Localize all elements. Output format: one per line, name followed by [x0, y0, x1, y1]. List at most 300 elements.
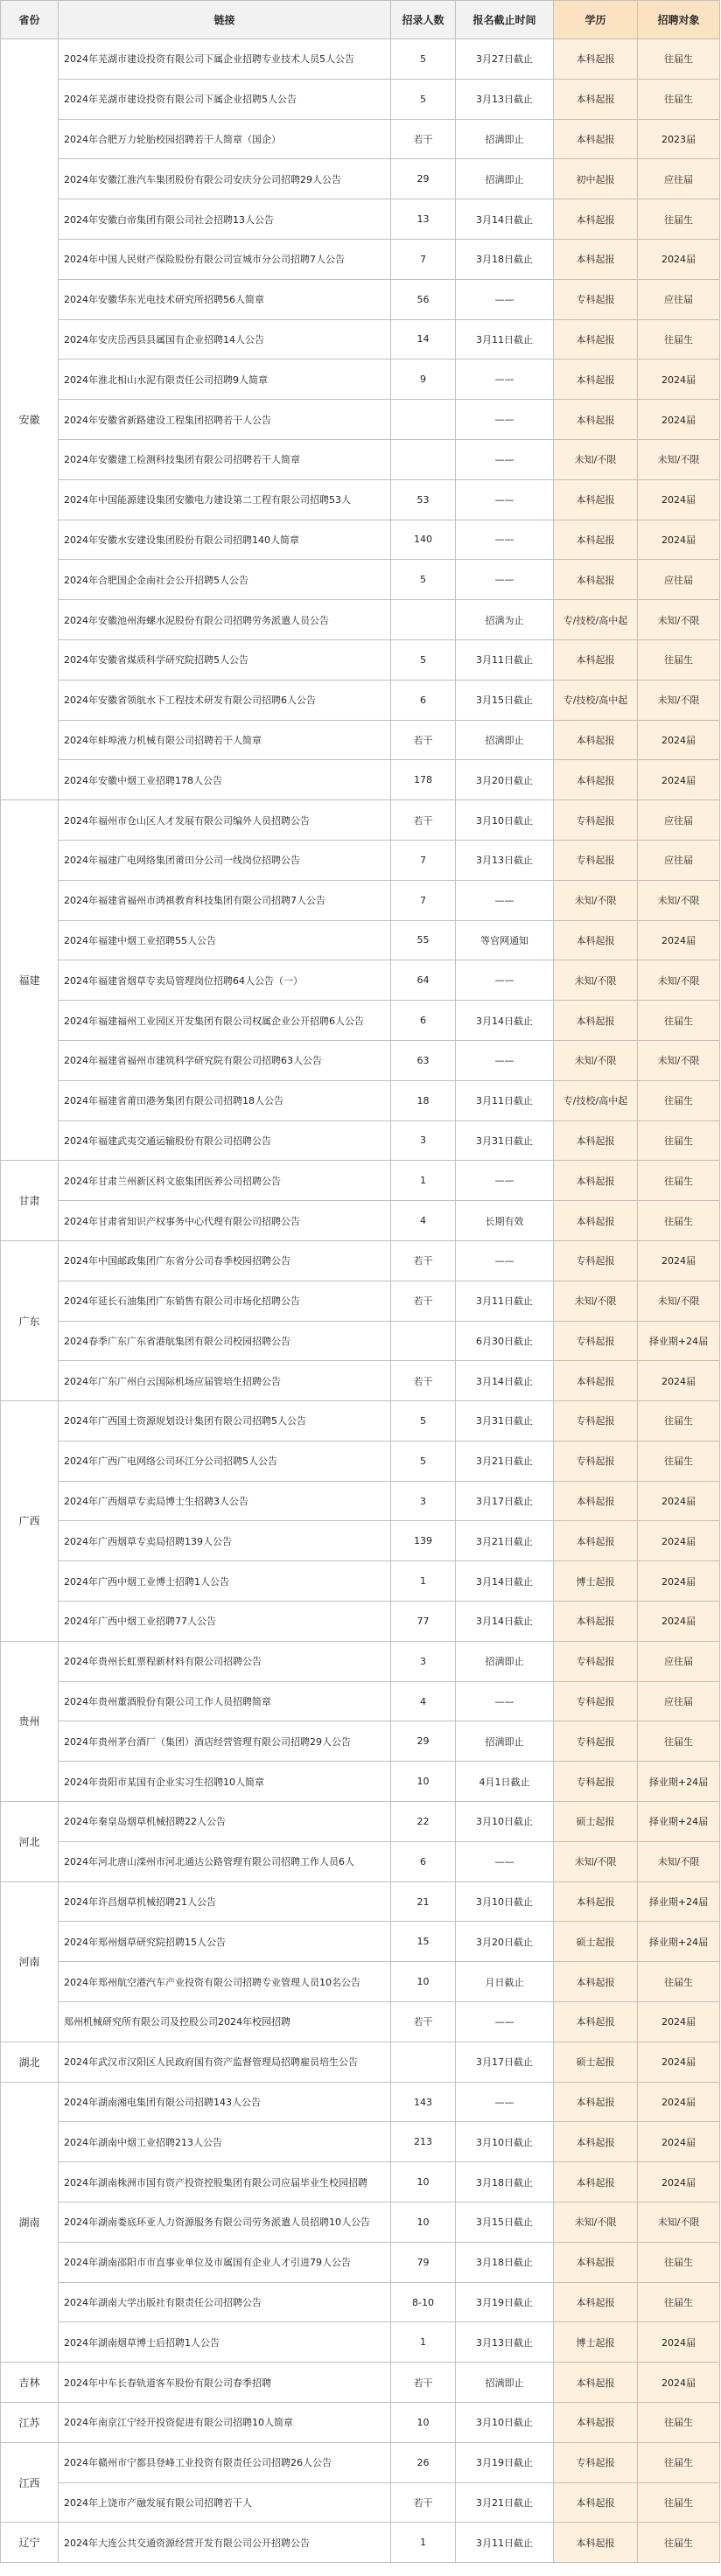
target-cell: 往届生	[638, 2403, 720, 2443]
count-cell: 1	[391, 1161, 456, 1201]
target-cell: 2024届	[638, 1240, 720, 1281]
deadline-cell: ——	[456, 279, 554, 319]
target-cell: 往届生	[638, 1120, 720, 1161]
deadline-cell: 3月31日截止	[456, 1401, 554, 1442]
target-cell: 2024届	[638, 2162, 720, 2203]
link-cell[interactable]: 2024年安徽建工检测科技集团有限公司招聘若干人简章	[59, 439, 391, 479]
target-cell: 2024届	[638, 1561, 720, 1602]
target-cell: 往届生	[638, 2523, 720, 2563]
link-cell[interactable]: 2024年中国能源建设集团安徽电力建设第二工程有限公司招聘53人	[59, 479, 391, 520]
table-row	[1, 1521, 720, 1561]
education-cell: 本科起报	[554, 2482, 638, 2523]
count-cell: 5	[391, 79, 456, 119]
header-education: 学历	[554, 1, 638, 39]
target-cell: 2024届	[638, 2363, 720, 2403]
table-row	[1, 1561, 720, 1602]
deadline-cell: ——	[456, 1161, 554, 1201]
education-cell: 本科起报	[554, 1602, 638, 1642]
target-cell: 择业期+24届	[638, 1321, 720, 1361]
count-cell: 6	[391, 1001, 456, 1041]
count-cell	[391, 400, 456, 440]
education-cell: 本科起报	[554, 560, 638, 600]
count-cell: 若干	[391, 800, 456, 841]
count-cell: 1	[391, 2322, 456, 2363]
target-cell: 2024届	[638, 2002, 720, 2042]
education-cell: 本科起报	[554, 639, 638, 680]
link-cell[interactable]: 2024年广西中烟工业博士招聘1人公告	[59, 1561, 391, 1602]
table-row	[1, 360, 720, 400]
deadline-cell: ——	[456, 1681, 554, 1721]
deadline-cell: 3月21日截止	[456, 1441, 554, 1481]
header-deadline: 报名截止时间	[456, 1, 554, 39]
link-cell[interactable]: 2024春季广东广东省港航集团有限公司校园招聘公告	[59, 1321, 391, 1361]
count-cell: 若干	[391, 1240, 456, 1281]
province-cell: 广东	[1, 1240, 59, 1400]
table-row	[1, 1922, 720, 1962]
link-cell[interactable]: 2024年贵州董酒股份有限公司工作人员招聘简章	[59, 1681, 391, 1721]
province-cell: 河南	[1, 1881, 59, 2042]
count-cell: 143	[391, 2082, 456, 2122]
table-row	[1, 1681, 720, 1721]
table-row	[1, 159, 720, 199]
table-row	[1, 1040, 720, 1080]
table-row	[1, 2282, 720, 2322]
deadline-cell: 3月13日截止	[456, 840, 554, 880]
link-cell[interactable]: 2024年贵阳市某国有企业实习生招聘10人简章	[59, 1762, 391, 1802]
table-row	[1, 1201, 720, 1241]
province-cell: 湖北	[1, 2042, 59, 2082]
target-cell: 2024届	[638, 400, 720, 440]
count-cell	[391, 600, 456, 640]
education-cell: 专科起报	[554, 1240, 638, 1281]
deadline-cell: 3月11日截止	[456, 1080, 554, 1120]
link-cell[interactable]: 2024年安徽白帝集团有限公司社会招聘13人公告	[59, 199, 391, 240]
education-cell: 本科起报	[554, 319, 638, 360]
link-cell[interactable]: 2024年贵州长虹票程新材料有限公司招聘公告	[59, 1641, 391, 1681]
link-cell[interactable]: 2024年合肥万力轮胎校园招聘若干人简章（国企）	[59, 119, 391, 159]
target-cell: 2024届	[638, 2082, 720, 2122]
link-cell[interactable]: 2024年甘肃省知识产权事务中心代理有限公司招聘公告	[59, 1201, 391, 1241]
link-cell[interactable]: 2024年秦皇岛烟草机械招聘22人公告	[59, 1802, 391, 1842]
target-cell: 2024届	[638, 2042, 720, 2082]
deadline-cell: 长期有效	[456, 1201, 554, 1241]
education-cell: 本科起报	[554, 2242, 638, 2282]
target-cell: 往届生	[638, 1080, 720, 1120]
target-cell: 往届生	[638, 2442, 720, 2482]
link-cell[interactable]: 2024年中车长春轨道客车股份有限公司春季招聘	[59, 2363, 391, 2403]
header-target: 招聘对象	[638, 1, 720, 39]
deadline-cell: 3月10日截止	[456, 2122, 554, 2162]
link-cell[interactable]: 2024年安徽省新路建设工程集团招聘若干人公告	[59, 400, 391, 440]
count-cell: 若干	[391, 2482, 456, 2523]
province-cell: 辽宁	[1, 2523, 59, 2563]
count-cell: 若干	[391, 1361, 456, 1401]
deadline-cell: 招满即止	[456, 1721, 554, 1762]
table-row	[1, 1240, 720, 1281]
table-row	[1, 960, 720, 1001]
count-cell: 56	[391, 279, 456, 319]
deadline-cell: 招满即止	[456, 1641, 554, 1681]
education-cell: 本科起报	[554, 2122, 638, 2162]
count-cell: 14	[391, 319, 456, 360]
education-cell: 本科起报	[554, 2002, 638, 2042]
link-cell[interactable]: 2024年蚌埠液力机械有限公司招聘若干人简章	[59, 720, 391, 760]
deadline-cell: 3月10日截止	[456, 1881, 554, 1922]
target-cell: 应往届	[638, 560, 720, 600]
link-cell[interactable]: 2024年福建中烟工业招聘55人公告	[59, 920, 391, 960]
count-cell: 3	[391, 1120, 456, 1161]
deadline-cell: 3月11日截止	[456, 2523, 554, 2563]
education-cell: 初中起报	[554, 159, 638, 199]
target-cell: 往届生	[638, 1721, 720, 1762]
table-row	[1, 1481, 720, 1521]
target-cell: 2024届	[638, 1521, 720, 1561]
link-cell[interactable]: 2024年贵州茅台酒厂（集团）酒店经营管理有限公司招聘29人公告	[59, 1721, 391, 1762]
link-cell[interactable]: 2024年延长石油集团广东销售有限公司市场化招聘公告	[59, 1281, 391, 1321]
count-cell: 若干	[391, 2002, 456, 2042]
link-cell[interactable]: 2024年合肥国企金南社会公开招聘5人公告	[59, 560, 391, 600]
target-cell: 2024届	[638, 1481, 720, 1521]
link-cell[interactable]: 2024年广西国土资源规划设计集团有限公司招聘5人公告	[59, 1401, 391, 1442]
count-cell: 1	[391, 2523, 456, 2563]
deadline-cell: 3月10日截止	[456, 800, 554, 841]
link-cell[interactable]: 2024年湖南湘电集团有限公司招聘143人公告	[59, 2082, 391, 2122]
link-cell[interactable]: 2024年安庆岳西县县属国有企业招聘14人公告	[59, 319, 391, 360]
table-row	[1, 1802, 720, 1842]
province-cell: 吉林	[1, 2363, 59, 2403]
education-cell: 本科起报	[554, 400, 638, 440]
count-cell: 10	[391, 2162, 456, 2203]
table-row	[1, 600, 720, 640]
header-row	[1, 1, 720, 39]
target-cell: 2024届	[638, 720, 720, 760]
target-cell: 往届生	[638, 39, 720, 80]
deadline-cell: 招满为止	[456, 600, 554, 640]
target-cell: 往届生	[638, 1001, 720, 1041]
link-cell[interactable]: 2024年郑州航空港汽车产业投资有限公司招聘专业管理人员10名公告	[59, 1962, 391, 2002]
table-row	[1, 1361, 720, 1401]
education-cell: 专科起报	[554, 1721, 638, 1762]
table-row	[1, 1962, 720, 2002]
link-cell[interactable]: 2024年福建福州工业园区开发集团有限公司权属企业公开招聘6人公告	[59, 1001, 391, 1041]
education-cell: 未知/不限	[554, 1040, 638, 1080]
deadline-cell: 招满即止	[456, 119, 554, 159]
deadline-cell: 3月27日截止	[456, 39, 554, 80]
deadline-cell: ——	[456, 960, 554, 1001]
deadline-cell: 3月21日截止	[456, 1521, 554, 1561]
link-cell[interactable]: 2024年湖南中烟工业招聘213人公告	[59, 2122, 391, 2162]
deadline-cell: 3月18日截止	[456, 2162, 554, 2203]
target-cell: 往届生	[638, 199, 720, 240]
education-cell: 本科起报	[554, 39, 638, 80]
education-cell: 博士起报	[554, 1561, 638, 1602]
link-cell[interactable]: 2024年安徽华东光电技术研究所招聘56人简章	[59, 279, 391, 319]
target-cell: 择业期+24届	[638, 1762, 720, 1802]
count-cell: 若干	[391, 720, 456, 760]
table-row	[1, 1602, 720, 1642]
link-cell[interactable]: 2024年福建省福州市鸿褀教育科技集团有限公司招聘7人公告	[59, 880, 391, 920]
education-cell: 专科起报	[554, 1321, 638, 1361]
deadline-cell: 4月1日截止	[456, 1762, 554, 1802]
link-cell[interactable]: 2024年湖南株洲市国有资产投资控股集团有限公司应届毕业生校园招聘	[59, 2162, 391, 2203]
link-cell[interactable]: 2024年湖南大学出版社有限责任公司招聘公告	[59, 2282, 391, 2322]
table-row	[1, 1321, 720, 1361]
link-cell[interactable]: 2024年大连公共交通资源经营开发有限公司公开招聘公告	[59, 2523, 391, 2563]
link-cell[interactable]: 2024年福建省莆田港务集团有限公司招聘18人公告	[59, 1080, 391, 1120]
link-cell[interactable]: 2024年芜湖市建设投资有限公司下属企业招聘5人公告	[59, 79, 391, 119]
education-cell: 本科起报	[554, 1001, 638, 1041]
link-cell[interactable]: 2024年福州市仓山区人才发展有限公司编外人员招聘公告	[59, 800, 391, 841]
target-cell: 2024届	[638, 920, 720, 960]
education-cell: 硕士起报	[554, 2042, 638, 2082]
link-cell[interactable]: 2024年福建广电网络集团莆田分公司一线岗位招聘公告	[59, 840, 391, 880]
deadline-cell: 3月11日截止	[456, 1281, 554, 1321]
link-cell[interactable]: 2024年安徽江淮汽车集团股份有限公司安庆分公司招聘29人公告	[59, 159, 391, 199]
deadline-cell: ——	[456, 1841, 554, 1881]
link-cell[interactable]: 2024年安徽中烟工业招聘178人公告	[59, 760, 391, 800]
link-cell[interactable]: 郑州机械研究所有限公司及控股公司2024年校园招聘	[59, 2002, 391, 2042]
education-cell: 本科起报	[554, 1962, 638, 2002]
target-cell: 未知/不限	[638, 439, 720, 479]
link-cell[interactable]: 2024年广西中烟工业招聘77人公告	[59, 1602, 391, 1642]
count-cell: 10	[391, 2203, 456, 2243]
link-cell[interactable]: 2024年安徽水安建设集团股份有限公司招聘140人简章	[59, 520, 391, 560]
deadline-cell: 3月14日截止	[456, 1001, 554, 1041]
target-cell: 2024届	[638, 520, 720, 560]
link-cell[interactable]: 2024年中国人民财产保险股份有限公司宣城市分公司招聘7人公告	[59, 239, 391, 279]
count-cell: 7	[391, 239, 456, 279]
link-cell[interactable]: 2024年郑州烟草研究院招聘15人公告	[59, 1922, 391, 1962]
education-cell: 本科起报	[554, 479, 638, 520]
count-cell: 29	[391, 1721, 456, 1762]
header-link: 链接	[59, 1, 391, 39]
table-row	[1, 199, 720, 240]
target-cell: 择业期+24届	[638, 1881, 720, 1922]
count-cell: 55	[391, 920, 456, 960]
target-cell: 应往届	[638, 279, 720, 319]
education-cell: 本科起报	[554, 720, 638, 760]
deadline-cell: 3月10日截止	[456, 2403, 554, 2443]
link-cell[interactable]: 2024年安徽池州海螺水泥股份有限公司招聘劳务派遣人员公告	[59, 600, 391, 640]
table-row	[1, 560, 720, 600]
table-row	[1, 760, 720, 800]
deadline-cell: 6月30日截止	[456, 1321, 554, 1361]
deadline-cell: 3月11日截止	[456, 639, 554, 680]
deadline-cell: ——	[456, 880, 554, 920]
education-cell: 本科起报	[554, 920, 638, 960]
education-cell: 本科起报	[554, 760, 638, 800]
table-row	[1, 840, 720, 880]
count-cell: 5	[391, 639, 456, 680]
education-cell: 本科起报	[554, 2162, 638, 2203]
link-cell[interactable]: 2024年中国邮政集团广东省分公司春季校园招聘公告	[59, 1240, 391, 1281]
target-cell: 往届生	[638, 1161, 720, 1201]
table-row	[1, 1001, 720, 1041]
target-cell: 未知/不限	[638, 1841, 720, 1881]
education-cell: 专科起报	[554, 2442, 638, 2482]
target-cell: 未知/不限	[638, 1040, 720, 1080]
deadline-cell: 3月21日截止	[456, 2482, 554, 2523]
link-cell[interactable]: 2024年淮北相山水泥有限责任公司招聘9人简章	[59, 360, 391, 400]
table-row	[1, 720, 720, 760]
target-cell: 未知/不限	[638, 600, 720, 640]
education-cell: 未知/不限	[554, 880, 638, 920]
table-row	[1, 1281, 720, 1321]
link-cell[interactable]: 2024年南京江宁经开投资促进有限公司招聘10人简章	[59, 2403, 391, 2443]
link-cell[interactable]: 2024年甘肃兰州新区科文旅集团医养公司招聘公告	[59, 1161, 391, 1201]
deadline-cell: 3月14日截止	[456, 1361, 554, 1401]
education-cell: 未知/不限	[554, 1841, 638, 1881]
link-cell[interactable]: 2024年福建武夷交通运输股份有限公司招聘公告	[59, 1120, 391, 1161]
link-cell[interactable]: 2024年武汉市汉阳区人民政府国有资产监督管理局招聘雇员培生公告	[59, 2042, 391, 2082]
education-cell: 本科起报	[554, 2282, 638, 2322]
province-cell: 河北	[1, 1802, 59, 1882]
province-cell: 安徽	[1, 39, 59, 800]
education-cell: 本科起报	[554, 1120, 638, 1161]
link-cell[interactable]: 2024年广西烟草专卖局招聘139人公告	[59, 1521, 391, 1561]
deadline-cell: 3月19日截止	[456, 2282, 554, 2322]
target-cell: 未知/不限	[638, 680, 720, 720]
province-cell: 湖南	[1, 2082, 59, 2363]
education-cell: 本科起报	[554, 2363, 638, 2403]
education-cell: 本科起报	[554, 79, 638, 119]
deadline-cell: 3月13日截止	[456, 79, 554, 119]
table-row	[1, 39, 720, 80]
table-row	[1, 279, 720, 319]
deadline-cell: ——	[456, 479, 554, 520]
target-cell: 择业期+24届	[638, 1802, 720, 1842]
education-cell: 专/技校/高中起	[554, 680, 638, 720]
table-row	[1, 119, 720, 159]
count-cell: 4	[391, 1201, 456, 1241]
link-cell[interactable]: 2024年福建省福州市建筑科学研究院有限公司招聘63人公告	[59, 1040, 391, 1080]
education-cell: 本科起报	[554, 1481, 638, 1521]
link-cell[interactable]: 2024年芜湖市建设投资有限公司下属企业招聘专业技术人员5人公告	[59, 39, 391, 80]
count-cell: 53	[391, 479, 456, 520]
education-cell: 专/技校/高中起	[554, 1080, 638, 1120]
deadline-cell: 3月31日截止	[456, 1120, 554, 1161]
target-cell: 往届生	[638, 2242, 720, 2282]
count-cell	[391, 439, 456, 479]
target-cell: 往届生	[638, 2482, 720, 2523]
header-province: 省份	[1, 1, 59, 39]
province-cell: 贵州	[1, 1641, 59, 1801]
deadline-cell: ——	[456, 360, 554, 400]
target-cell: 未知/不限	[638, 2203, 720, 2243]
link-cell[interactable]: 2024年广西烟草专卖局博士生招聘3人公告	[59, 1481, 391, 1521]
count-cell: 3	[391, 1641, 456, 1681]
table-row	[1, 2482, 720, 2523]
education-cell: 博士起报	[554, 2322, 638, 2363]
count-cell: 5	[391, 1401, 456, 1442]
table-row	[1, 2242, 720, 2282]
count-cell: 1	[391, 1561, 456, 1602]
count-cell: 29	[391, 159, 456, 199]
target-cell: 往届生	[638, 2282, 720, 2322]
link-cell[interactable]: 2024年广西广电网络公司环江分公司招聘5人公告	[59, 1441, 391, 1481]
count-cell	[391, 2042, 456, 2082]
education-cell: 专科起报	[554, 1401, 638, 1442]
link-cell[interactable]: 2024年广东广州白云国际机场应届管培生招聘公告	[59, 1361, 391, 1401]
education-cell: 本科起报	[554, 2403, 638, 2443]
target-cell: 2024届	[638, 2322, 720, 2363]
link-cell[interactable]: 2024年湖南娄底环亚人力资源服务有限公司劳务派遣人员招聘10人公告	[59, 2203, 391, 2243]
link-cell[interactable]: 2024年湖南烟草博士后招聘1人公告	[59, 2322, 391, 2363]
link-cell[interactable]: 2024年赣州市宁都县登峰工业投资有限责任公司招聘26人公告	[59, 2442, 391, 2482]
table-row	[1, 2162, 720, 2203]
deadline-cell: 3月15日截止	[456, 2203, 554, 2243]
deadline-cell: 3月11日截止	[456, 319, 554, 360]
link-cell[interactable]: 2024年许昌烟草机械招聘21人公告	[59, 1881, 391, 1922]
education-cell: 未知/不限	[554, 960, 638, 1001]
education-cell: 本科起报	[554, 1361, 638, 1401]
education-cell: 未知/不限	[554, 1281, 638, 1321]
deadline-cell: 3月17日截止	[456, 1481, 554, 1521]
table-row	[1, 880, 720, 920]
deadline-cell: ——	[456, 1040, 554, 1080]
target-cell: 2024届	[638, 760, 720, 800]
count-cell: 213	[391, 2122, 456, 2162]
count-cell: 15	[391, 1922, 456, 1962]
table-row	[1, 1762, 720, 1802]
deadline-cell: ——	[456, 560, 554, 600]
count-cell: 26	[391, 2442, 456, 2482]
target-cell: 2024届	[638, 1361, 720, 1401]
target-cell: 2024届	[638, 360, 720, 400]
target-cell: 往届生	[638, 639, 720, 680]
count-cell: 10	[391, 1762, 456, 1802]
deadline-cell: 3月10日截止	[456, 1802, 554, 1842]
count-cell: 7	[391, 840, 456, 880]
education-cell: 本科起报	[554, 360, 638, 400]
deadline-cell: ——	[456, 439, 554, 479]
count-cell: 5	[391, 1441, 456, 1481]
deadline-cell: 招满即止	[456, 2363, 554, 2403]
link-cell[interactable]: 2024年湖南邵阳市市直事业单位及市属国有企业人才引进79人公告	[59, 2242, 391, 2282]
count-cell: 8-10	[391, 2282, 456, 2322]
table-row	[1, 639, 720, 680]
education-cell: 本科起报	[554, 1201, 638, 1241]
target-cell: 应往届	[638, 1681, 720, 1721]
education-cell: 专科起报	[554, 1681, 638, 1721]
target-cell: 应往届	[638, 800, 720, 841]
table-row	[1, 1401, 720, 1442]
link-cell[interactable]: 2024年安徽省煤质科学研究院招聘5人公告	[59, 639, 391, 680]
link-cell[interactable]: 2024年河北唐山滦州市河北通达公路管理有限公司招聘工作人员6人	[59, 1841, 391, 1881]
count-cell: 10	[391, 1962, 456, 2002]
target-cell: 往届生	[638, 1441, 720, 1481]
education-cell: 本科起报	[554, 520, 638, 560]
link-cell[interactable]: 2024年上饶市产融发展有限公司招聘若干人	[59, 2482, 391, 2523]
province-cell: 江苏	[1, 2403, 59, 2443]
province-cell: 福建	[1, 800, 59, 1161]
count-cell: 77	[391, 1602, 456, 1642]
target-cell: 未知/不限	[638, 1281, 720, 1321]
count-cell: 5	[391, 560, 456, 600]
header-count: 招录人数	[391, 1, 456, 39]
education-cell: 未知/不限	[554, 439, 638, 479]
target-cell: 2024届	[638, 479, 720, 520]
deadline-cell: 3月13日截止	[456, 2322, 554, 2363]
deadline-cell: 招满即止	[456, 159, 554, 199]
table-row	[1, 520, 720, 560]
count-cell: 若干	[391, 119, 456, 159]
deadline-cell: 3月19日截止	[456, 2442, 554, 2482]
target-cell: 往届生	[638, 1962, 720, 2002]
link-cell[interactable]: 2024年安徽省领航水下工程技术研发有限公司招聘6人公告	[59, 680, 391, 720]
link-cell[interactable]: 2024年福建省烟草专卖局管理岗位招聘64人公告（一）	[59, 960, 391, 1001]
deadline-cell: 3月18日截止	[456, 239, 554, 279]
